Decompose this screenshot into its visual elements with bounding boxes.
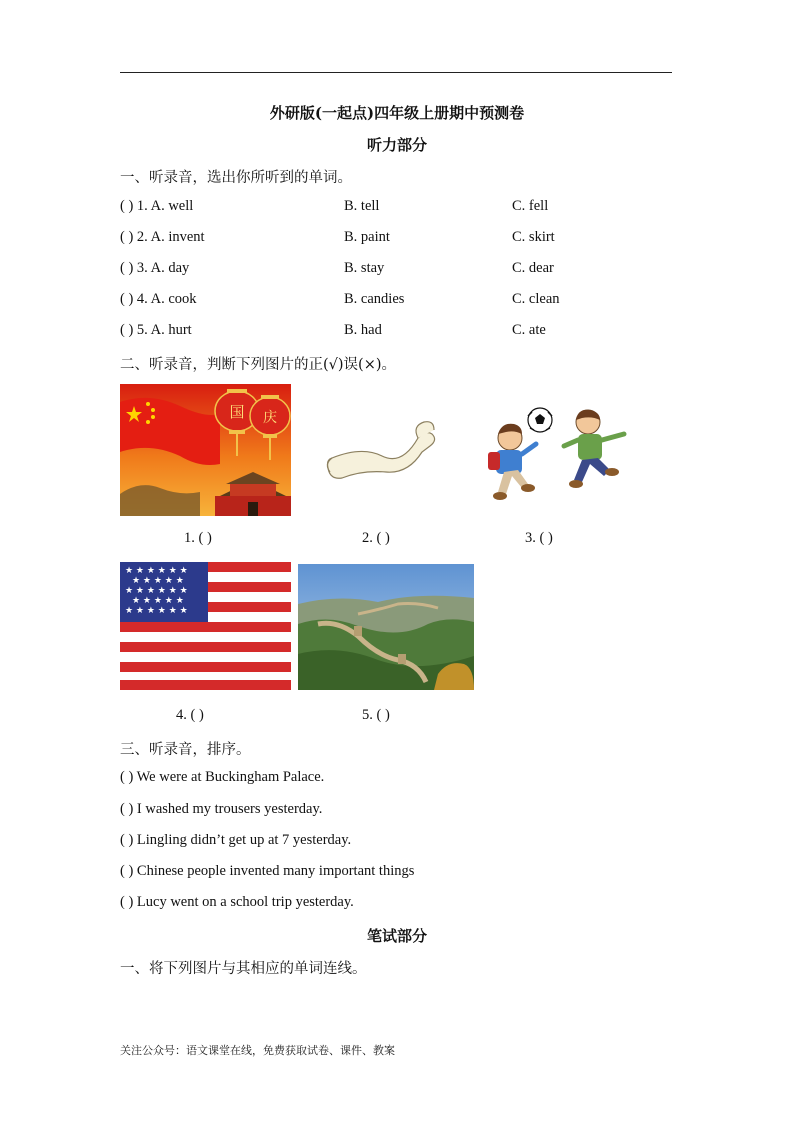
us-flag-picture bbox=[120, 562, 291, 690]
american-flag-icon bbox=[120, 562, 291, 690]
order-sentence-2: ( ) I washed my trousers yesterday. bbox=[120, 801, 323, 817]
order-sentence-3: ( ) Lingling didn’t get up at 7 yesterday. bbox=[120, 832, 352, 848]
question-3-option-a: ( ) 3. A. day bbox=[120, 260, 190, 276]
footer-note: 关注公众号：语文课堂在线，免费获取试卷、课件、教案 bbox=[120, 1044, 395, 1057]
question-2-option-a: ( ) 2. A. invent bbox=[120, 229, 205, 245]
football-picture bbox=[478, 402, 646, 510]
exam-title: 外研版(一起点)四年级上册期中预测卷 bbox=[269, 104, 525, 122]
question-1-option-b: B. tell bbox=[344, 198, 380, 214]
national-day-picture bbox=[120, 384, 291, 516]
section2-heading: 二、听录音，判断下列图片的正(√)误(×)。 bbox=[120, 357, 397, 373]
question-5-option-c: C. ate bbox=[512, 322, 546, 338]
order-sentence-1: ( ) We were at Buckingham Palace. bbox=[120, 769, 325, 785]
question-4-option-a: ( ) 4. A. cook bbox=[120, 291, 197, 307]
question-row-2 bbox=[120, 229, 680, 249]
question-5-option-b: B. had bbox=[344, 322, 382, 338]
svg-text:★ ★ ★ ★ ★ ★: ★ ★ ★ ★ ★ ★ bbox=[125, 566, 188, 576]
great-wall-picture bbox=[298, 564, 474, 690]
listening-part-heading: 听力部分 bbox=[366, 136, 427, 154]
question-row-1 bbox=[120, 198, 680, 218]
lantern-char-right: 庆 bbox=[263, 410, 277, 426]
order-sentence-4: ( ) Chinese people invented many important things bbox=[120, 863, 415, 879]
caption-5: 5. ( ) bbox=[362, 707, 390, 723]
question-row-4 bbox=[120, 291, 680, 311]
svg-text:★ ★ ★ ★ ★: ★ ★ ★ ★ ★ bbox=[132, 596, 184, 606]
svg-text:★ ★ ★ ★ ★ ★: ★ ★ ★ ★ ★ ★ bbox=[125, 606, 188, 616]
question-1-option-c: C. fell bbox=[512, 198, 549, 214]
question-row-5 bbox=[120, 322, 680, 342]
question-4-option-b: B. candies bbox=[344, 291, 405, 307]
paper-scroll-icon bbox=[327, 422, 434, 479]
caption-1: 1. ( ) bbox=[184, 530, 212, 546]
question-5-option-a: ( ) 5. A. hurt bbox=[120, 322, 192, 338]
scroll-picture bbox=[322, 416, 442, 484]
svg-text:★ ★ ★ ★ ★: ★ ★ ★ ★ ★ bbox=[132, 576, 184, 586]
boy-left-icon bbox=[488, 424, 536, 500]
section4-heading: 一、将下列图片与其相应的单词连线。 bbox=[120, 961, 367, 977]
question-3-option-c: C. dear bbox=[512, 260, 554, 276]
writing-part-heading: 笔试部分 bbox=[366, 927, 427, 945]
great-wall-icon bbox=[298, 596, 474, 690]
svg-text:★ ★ ★ ★ ★ ★: ★ ★ ★ ★ ★ ★ bbox=[125, 586, 188, 596]
lantern-char-left: 国 bbox=[229, 403, 245, 421]
question-1-option-a: ( ) 1. A. well bbox=[120, 198, 194, 214]
boy-right-icon bbox=[564, 410, 624, 488]
header-rule bbox=[120, 72, 672, 73]
question-row-3 bbox=[120, 260, 680, 280]
question-2-option-c: C. skirt bbox=[512, 229, 555, 245]
section1-heading: 一、听录音，选出你所听到的单词。 bbox=[120, 170, 352, 186]
question-4-option-c: C. clean bbox=[512, 291, 560, 307]
caption-4: 4. ( ) bbox=[176, 707, 204, 723]
question-2-option-b: B. paint bbox=[344, 229, 390, 245]
caption-2: 2. ( ) bbox=[362, 530, 390, 546]
soccer-ball-icon bbox=[528, 408, 552, 432]
caption-3: 3. ( ) bbox=[525, 530, 553, 546]
question-3-option-b: B. stay bbox=[344, 260, 385, 276]
order-sentence-5: ( ) Lucy went on a school trip yesterday. bbox=[120, 894, 354, 910]
section3-heading: 三、听录音，排序。 bbox=[120, 742, 251, 758]
